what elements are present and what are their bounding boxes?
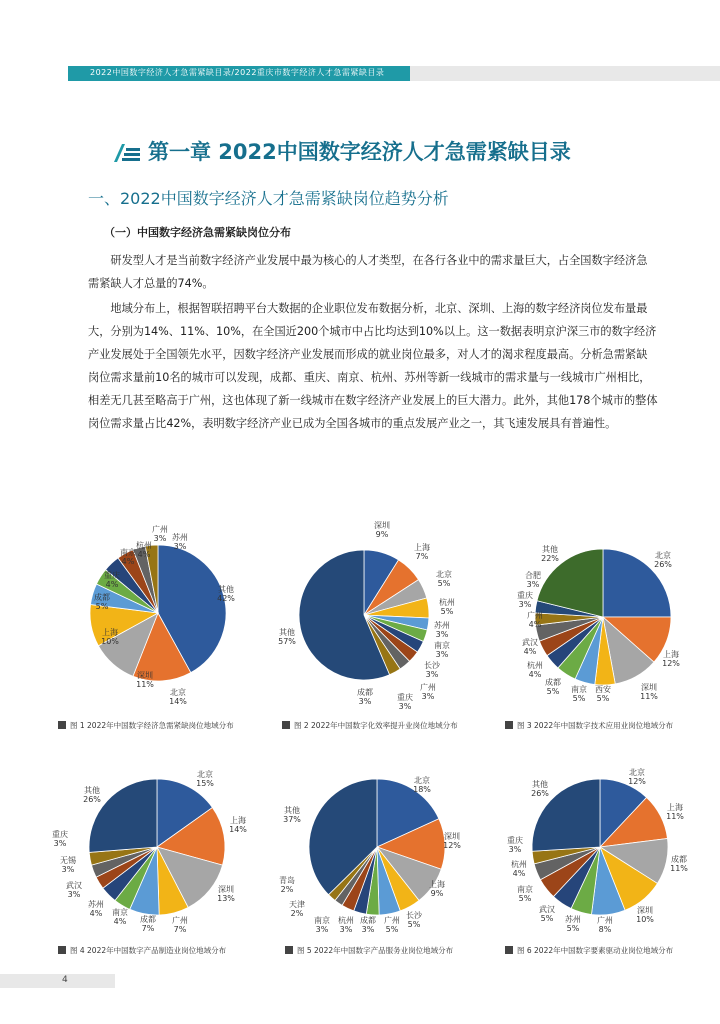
slice-label: 深圳 11% [640, 683, 658, 701]
slice-label: 长沙 3% [424, 661, 440, 679]
slice-label: 成都 5% [94, 593, 110, 611]
slice-label: 武汉 4% [522, 638, 538, 656]
slice-label: 北京 14% [169, 688, 187, 706]
slice-label: 广州 5% [384, 916, 400, 934]
slice-label: 深圳 11% [136, 671, 154, 689]
slice-label: 南京 5% [571, 685, 587, 703]
slice-label: 深圳 12% [443, 832, 461, 850]
caption-4: 图 4 2022年中国数字产品制造业岗位地域分布 [58, 945, 226, 956]
pie-chart-4 [40, 755, 270, 945]
slice-label: 合肥 3% [525, 571, 541, 589]
slice-label: 北京 26% [654, 551, 672, 569]
slice-label: 上海 12% [662, 650, 680, 668]
slice-label: 杭州 4% [511, 860, 527, 878]
slice-label: 深圳 10% [636, 906, 654, 924]
slice-label: 北京 5% [436, 570, 452, 588]
paragraph: 地域分布上，根据智联招聘平台大数据的企业职位发布数据分析，北京、深圳、上海的数字经济岗位发布量最大，分别为14%、11%、10%，在全国近200个城市中占比均达到10%以上。这一数据表明京沪深三市的数字经济产业发展处于全国领先水平，因数字经济产业发展而形成的就业岗位最多，对人才的渴求程度最高。分析急需紧缺岗位需求量前10名的城市可以发现，成都、重庆、南京、杭州、苏州等新一线城市的需求量与一线城市广州相比，相差无几甚至略高于广州，这也体现了新一线城市在数字经济产业发展上的巨大潜力。此外，其他178个城市的整体岗位需求量占比42%，表明数字经济产业已成为全国各城市的重点发展产业之一，其飞速发展具有普遍性。 [88, 302, 658, 430]
slice-label: 武汉 5% [539, 905, 555, 923]
slice-label: 成都 11% [670, 855, 688, 873]
slice-label: 深圳 9% [374, 521, 390, 539]
pie-chart-3 [485, 510, 715, 710]
slice-label: 南京 3% [434, 641, 450, 659]
slice-label: 其他 37% [283, 806, 301, 824]
slice-label: 重庆 3% [517, 591, 533, 609]
slice-label: 上海 10% [101, 628, 119, 646]
chapter-icon [112, 142, 142, 164]
pie-chart-1 [40, 510, 260, 710]
slice-label: 苏州 3% [434, 621, 450, 639]
slice-label: 杭州 5% [439, 598, 455, 616]
slice-label: 天津 2% [289, 900, 305, 918]
slice-label: 其他 22% [541, 545, 559, 563]
running-header-tail [410, 66, 720, 81]
slice-label: 广州 7% [172, 916, 188, 934]
slice-label: 成都 7% [140, 915, 156, 933]
slice-label: 其他 26% [83, 786, 101, 804]
slice-label: 杭州 3% [338, 916, 354, 934]
slice-label: 杭州 4% [527, 661, 543, 679]
slice-label: 其他 26% [531, 780, 549, 798]
slice-label: 南京 4% [120, 548, 136, 566]
slice-label: 杭州 4% [136, 541, 152, 559]
slice-label: 上海 14% [229, 816, 247, 834]
slice-label: 上海 9% [429, 880, 445, 898]
slice-label: 广州 3% [420, 683, 436, 701]
slice-label: 重庆 4% [104, 571, 120, 589]
pie-chart-6 [485, 755, 715, 945]
slice-label: 青岛 2% [279, 876, 295, 894]
slice-label: 南京 4% [112, 908, 128, 926]
slice-label: 广州 3% [152, 525, 168, 543]
subsection-title: （一）中国数字经济急需紧缺岗位分布 [104, 226, 291, 239]
slice-label: 成都 5% [545, 678, 561, 696]
running-header-text: 2022中国数字经济人才急需紧缺目录/2022重庆市数字经济人才急需紧缺目录 [90, 68, 385, 77]
page-number: 4 [62, 975, 68, 985]
chapter-title [112, 136, 612, 166]
caption-1: 图 1 2022年中国数字经济急需紧缺岗位地域分布 [58, 720, 234, 731]
slice-label: 深圳 13% [217, 885, 235, 903]
slice-label: 广州 8% [597, 916, 613, 934]
paragraph: 研发型人才是当前数字经济产业发展中最为核心的人才类型，在各行各业中的需求量巨大，占全国数字经济急需紧缺人才总量的74%。 [88, 254, 648, 290]
slice-label: 重庆 3% [397, 693, 413, 711]
slice-label: 苏州 4% [88, 900, 104, 918]
slice-label: 广州 4% [527, 611, 543, 629]
slice-label: 重庆 3% [507, 836, 523, 854]
slice-label: 苏州 3% [172, 533, 188, 551]
caption-5: 图 5 2022年中国数字产品服务业岗位地域分布 [285, 945, 453, 956]
caption-3: 图 3 2022年中国数字技术应用业岗位地域分布 [505, 720, 673, 731]
caption-2: 图 2 2022年中国数字化效率提升业岗位地域分布 [282, 720, 458, 731]
slice-label: 成都 3% [357, 688, 373, 706]
page-footer-bar [0, 974, 115, 988]
chapter-title-text: 第一章 2022中国数字经济人才急需紧缺目录 [148, 140, 571, 164]
pie-chart-2 [262, 510, 482, 710]
slice-label: 上海 7% [414, 543, 430, 561]
slice-label: 南京 3% [314, 916, 330, 934]
slice-label: 北京 18% [413, 776, 431, 794]
slice-label: 重庆 3% [52, 830, 68, 848]
slice-label: 西安 5% [595, 685, 611, 703]
slice-label: 北京 15% [196, 770, 214, 788]
slice-label: 北京 12% [628, 768, 646, 786]
slice-label: 长沙 5% [406, 911, 422, 929]
pie-chart-5 [262, 755, 492, 945]
slice-label: 上海 11% [666, 803, 684, 821]
slice-label: 武汉 3% [66, 881, 82, 899]
slice-label: 南京 5% [517, 885, 533, 903]
section-title: 一、2022中国数字经济人才急需紧缺岗位趋势分析 [88, 189, 449, 208]
caption-6: 图 6 2022年中国数字要素驱动业岗位地域分布 [505, 945, 673, 956]
slice-label: 其他 57% [278, 628, 296, 646]
slice-label: 无锡 3% [60, 856, 76, 874]
slice-label: 成都 3% [360, 916, 376, 934]
slice-label: 其他 42% [217, 585, 235, 603]
slice-label: 苏州 5% [565, 915, 581, 933]
